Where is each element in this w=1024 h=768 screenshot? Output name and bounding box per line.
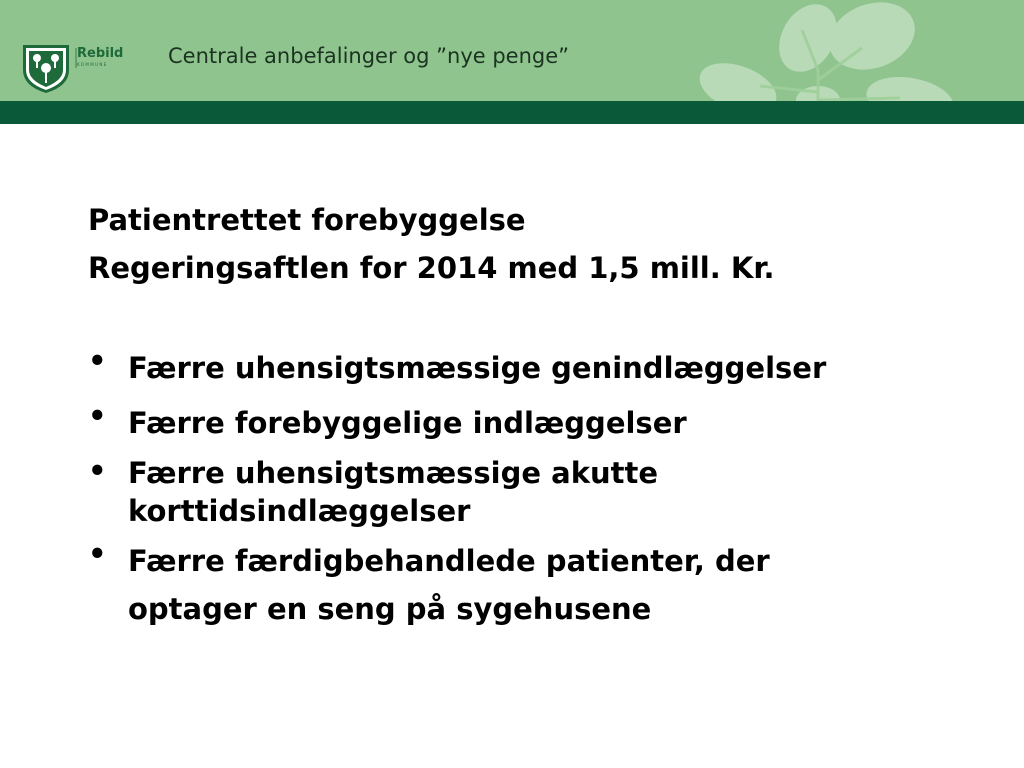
bullet-item bbox=[88, 399, 968, 447]
header-bar bbox=[0, 0, 1024, 101]
logo-name: Rebild bbox=[77, 46, 124, 61]
bullet-icon: • bbox=[88, 537, 107, 571]
slide-title: Centrale anbefalinger og ”nye penge” bbox=[168, 44, 570, 68]
bullet-text: Færre uhensigtsmæssige akutte bbox=[128, 456, 659, 490]
bullet-text-continued: korttidsindlæggelser bbox=[128, 494, 471, 528]
slide-content bbox=[88, 196, 968, 640]
header-band bbox=[0, 101, 1024, 124]
logo-subtitle: KOMMUNE bbox=[77, 62, 108, 67]
bullet-list bbox=[88, 344, 968, 633]
bullet-text: Færre færdigbehandlede patienter, der bbox=[128, 544, 770, 578]
bullet-text: Færre uhensigtsmæssige genindlæggelser bbox=[128, 351, 827, 385]
bullet-item bbox=[88, 454, 968, 530]
bullet-text-continued: optager en seng på sygehusene bbox=[128, 592, 652, 626]
heading-line-2: Regeringsaftlen for 2014 med 1,5 mill. Kr. bbox=[88, 251, 775, 285]
bullet-icon: • bbox=[88, 344, 107, 378]
bullet-item bbox=[88, 537, 968, 633]
bullet-item bbox=[88, 344, 968, 392]
bullet-icon: • bbox=[88, 399, 107, 433]
bullet-text: Færre forebyggelige indlæggelser bbox=[128, 406, 687, 440]
bullet-icon: • bbox=[88, 454, 107, 488]
leaves-watermark-icon bbox=[690, 0, 990, 101]
heading-line-1: Patientrettet forebyggelse bbox=[88, 203, 526, 237]
